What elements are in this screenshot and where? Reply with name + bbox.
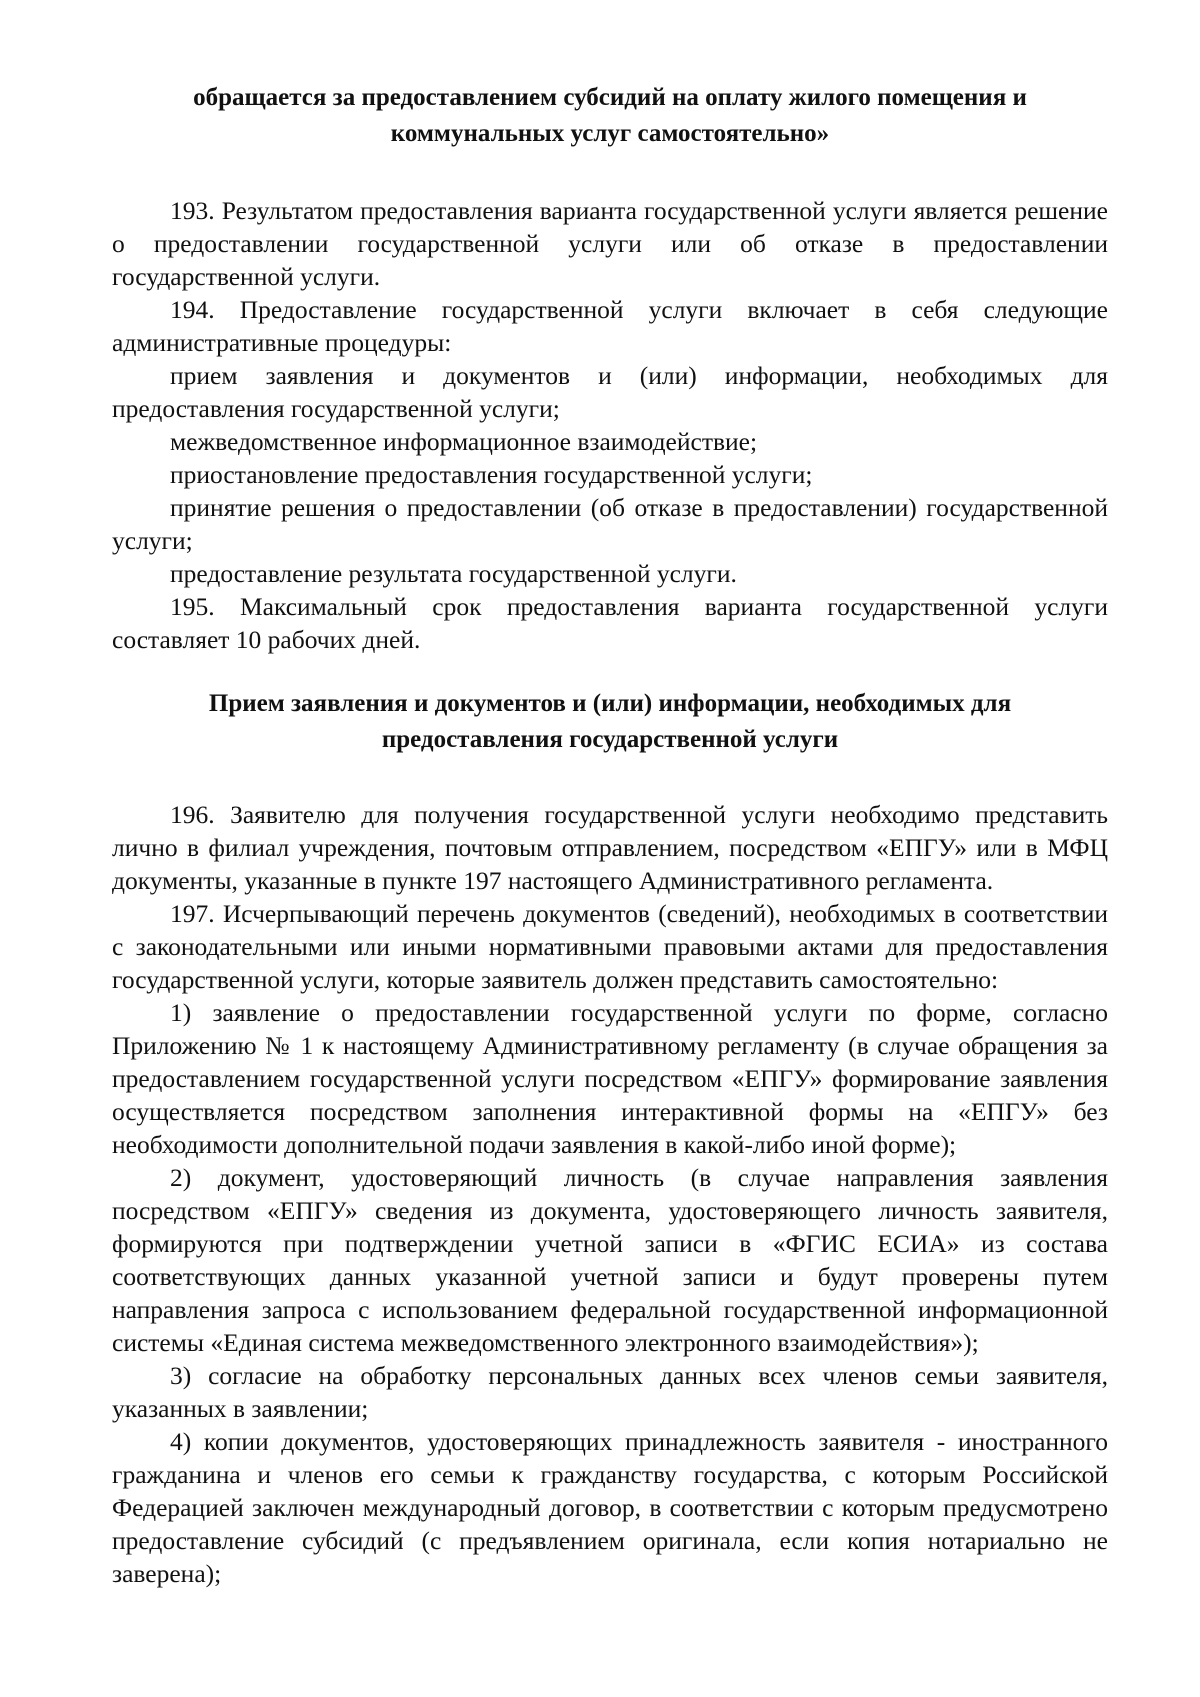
document-list-item-1: 1) заявление о предоставлении государственной услуги по форме, согласно Приложению № 1 к настоящему Административному регламенту (в случае обращения за предоставлением государственной услуги посредством «ЕПГУ» формирование заявления осуществляется посредством заполнения интерактивной формы на «ЕПГУ» без необходимости дополнительной подачи заявления в какой-либо иной форме); — [112, 998, 1108, 1159]
paragraph-196: 196. Заявителю для получения государственной услуги необходимо представить лично в филиал учреждения, почтовым отправлением, посредством «ЕПГУ» или в МФЦ документы, указанные в пункте 197 настоящего Административного регламента. — [112, 800, 1108, 895]
section-heading-top: обращается за предоставлением субсидий на оплату жилого помещения и коммунальных услуг самостоятельно» — [193, 84, 1027, 147]
paragraph-197: 197. Исчерпывающий перечень документов (сведений), необходимых в соответствии с законодательными или иными нормативными правовыми актами для предоставления государственной услуги, которые заявитель должен представить самостоятельно: — [112, 899, 1108, 994]
paragraph-193: 193. Результатом предоставления варианта государственной услуги является решение о предоставлении государственной услуги или об отказе в предоставлении государственной услуги. — [112, 196, 1108, 291]
procedure-item-4: принятие решения о предоставлении (об отказе в предоставлении) государственной услуги; — [112, 493, 1108, 555]
procedure-item-3: приостановление предоставления государственной услуги; — [170, 460, 813, 489]
section-heading-reception: Прием заявления и документов и (или) информации, необходимых для предоставления государственной услуги — [208, 690, 1012, 753]
procedure-item-5: предоставление результата государственной услуги. — [170, 559, 737, 588]
procedure-item-1: прием заявления и документов и (или) информации, необходимых для предоставления государственной услуги; — [112, 361, 1108, 423]
section-results — [112, 194, 1108, 656]
document-list-item-3: 3) согласие на обработку персональных данных всех членов семьи заявителя, указанных в заявлении; — [112, 1361, 1108, 1423]
section-reception — [112, 798, 1108, 1590]
paragraph-195: 195. Максимальный срок предоставления варианта государственной услуги составляет 10 рабочих дней. — [112, 592, 1108, 654]
document-list-item-2: 2) документ, удостоверяющий личность (в случае направления заявления посредством «ЕПГУ» сведения из документа, удостоверяющего личность заявителя, формируются при подтверждении учетной записи в «ФГИС ЕСИА» из состава соответствующих данных указанной учетной записи и будут проверены путем направления запроса с использованием федеральной государственной информационной системы «Единая система межведомственного электронного взаимодействия»); — [112, 1163, 1108, 1357]
document-list-item-4: 4) копии документов, удостоверяющих принадлежность заявителя - иностранного гражданина и членов его семьи к гражданству государства, с которым Российской Федерацией заключен международный договор, в соответствии с которым предусмотрено предоставление субсидий (с предъявлением оригинала, если копия нотариально не заверена); — [112, 1427, 1108, 1588]
procedure-item-2: межведомственное информационное взаимодействие; — [170, 427, 758, 456]
paragraph-194: 194. Предоставление государственной услуги включает в себя следующие административные процедуры: — [112, 295, 1108, 357]
